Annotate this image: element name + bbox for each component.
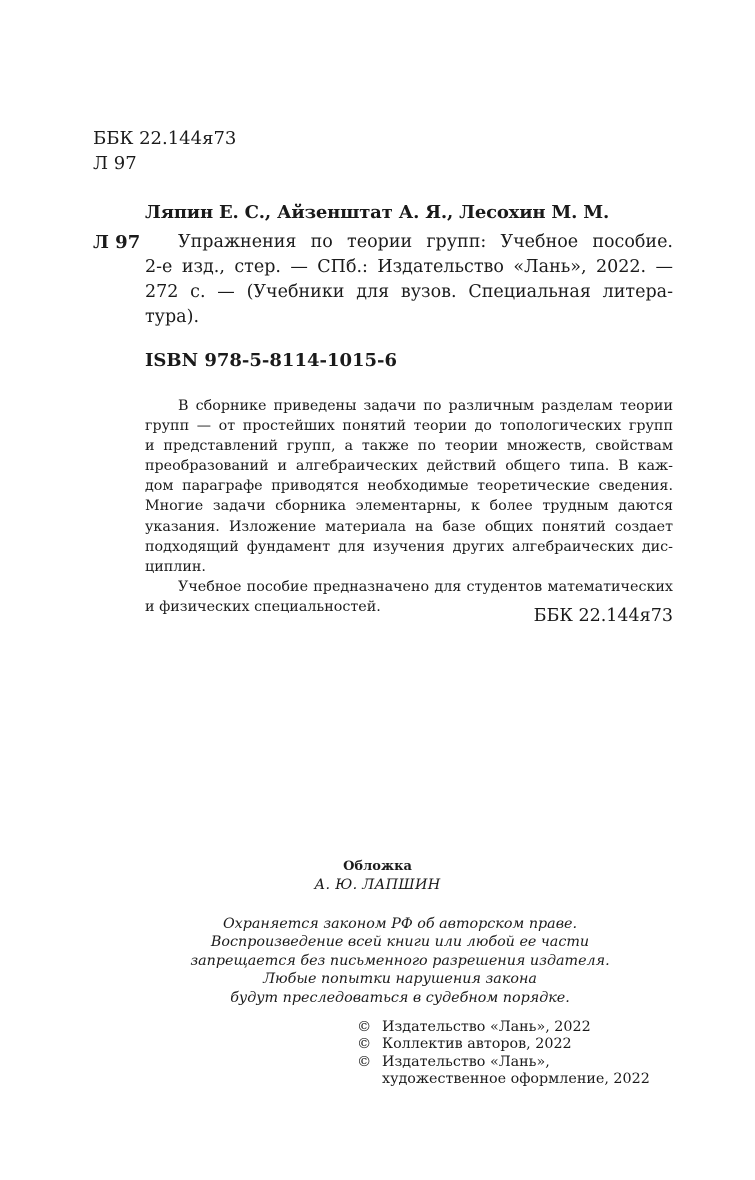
biblio-line: Упражнения по теории групп: Учебное пособие. <box>178 232 673 252</box>
bbk-classification <box>93 128 236 178</box>
abstract-line: преобразований и алгебраических действий общего типа. В каж- <box>145 458 673 475</box>
copyright-block <box>357 1019 650 1088</box>
abstract-line: и представлений групп, а также по теории множеств, свойствам <box>145 438 673 455</box>
abstract-line: Многие задачи сборника элементарны, к более трудным даются <box>145 498 673 515</box>
abstract-line: групп — от простейших понятий теории до топологических групп <box>145 418 673 435</box>
bbk-code-line: ББК 22.144я73 <box>93 128 237 149</box>
abstract <box>145 396 673 617</box>
abstract-line: указания. Изложение материала на базе общих понятий создает <box>145 518 673 535</box>
cover-designer: А. Ю. ЛАПШИН <box>314 877 441 893</box>
rights-line: Любые попытки нарушения закона <box>263 971 537 988</box>
cover-label: Обложка <box>343 859 412 874</box>
copyright-line: Издательство «Лань», 2022 <box>382 1019 591 1035</box>
bbk-code-right: ББК 22.144я73 <box>533 606 673 626</box>
isbn: ISBN 978-5-8114-1015-6 <box>145 350 398 371</box>
copyright-notice <box>0 915 755 1007</box>
biblio-line: 2-е изд., стер. — СПб.: Издательство «Лань», 2022. — <box>145 257 673 277</box>
bibliographic-description <box>145 230 673 330</box>
rights-line: запрещается без письменного разрешения издателя. <box>190 952 610 969</box>
abstract-line: подходящий фундамент для изучения других алгебраических дис- <box>145 538 673 555</box>
abstract-line: дом параграфе приводятся необходимые теоретические сведения. <box>145 478 673 495</box>
authors-heading: Ляпин Е. С., Айзенштат А. Я., Лесохин М. М. <box>145 202 610 223</box>
copyright-icon: © <box>357 1019 372 1035</box>
abstract-line: и физических специальностей. <box>145 598 381 615</box>
biblio-line: тура). <box>145 307 200 327</box>
copyright-icon: © <box>357 1053 372 1070</box>
copyright-line: художественное оформление, 2022 <box>382 1070 650 1087</box>
abstract-line: циплин. <box>145 558 206 575</box>
copyright-line: Коллектив авторов, 2022 <box>382 1036 572 1053</box>
rights-line: будут преследоваться в судебном порядке. <box>230 989 570 1006</box>
rights-line: Охраняется законом РФ об авторском праве. <box>222 916 578 932</box>
abstract-line: Учебное пособие предназначено для студентов математических <box>178 578 673 595</box>
copyright-icon: © <box>357 1036 372 1053</box>
abstract-line: В сборнике приведены задачи по различным разделам теории <box>178 398 673 414</box>
biblio-line: 272 с. — (Учебники для вузов. Специальная литера- <box>145 282 673 302</box>
author-mark: Л 97 <box>93 232 141 253</box>
rights-line: Воспроизведение всей книги или любой ее части <box>210 934 590 951</box>
author-mark-line: Л 97 <box>93 153 137 174</box>
copyright-line: Издательство «Лань», <box>382 1053 550 1070</box>
